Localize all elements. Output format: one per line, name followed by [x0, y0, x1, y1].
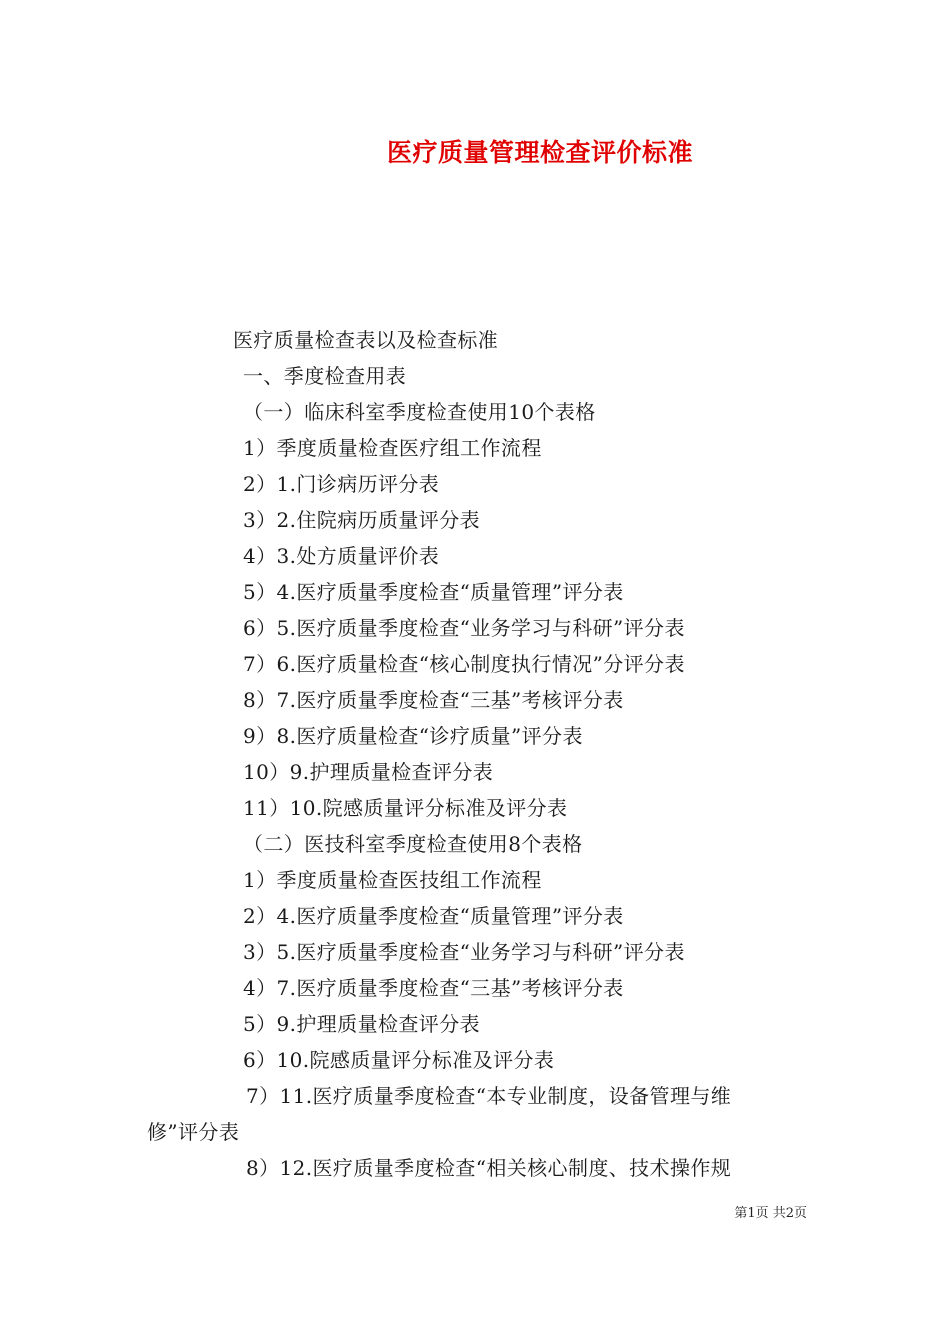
list-item: 9）8.医疗质量检查“诊疗质量”评分表 — [243, 724, 583, 748]
body-heading: 医疗质量检查表以及检查标准 — [233, 328, 499, 352]
subsection-heading: （二）医技科室季度检查使用8个表格 — [243, 832, 583, 856]
subsection-heading: （一）临床科室季度检查使用10个表格 — [243, 400, 596, 424]
list-item: 3）2.住院病历质量评分表 — [243, 508, 481, 532]
list-item-continuation: 修”评分表 — [147, 1120, 240, 1144]
list-item: 4）7.医疗质量季度检查“三基”考核评分表 — [243, 976, 624, 1000]
list-item: 7）11.医疗质量季度检查“本专业制度，设备管理与维 — [246, 1084, 732, 1108]
section-heading: 一、季度检查用表 — [243, 364, 407, 388]
list-item: 3）5.医疗质量季度检查“业务学习与科研”评分表 — [243, 940, 685, 964]
list-item: 6）5.医疗质量季度检查“业务学习与科研”评分表 — [243, 616, 685, 640]
list-item: 6）10.院感质量评分标准及评分表 — [243, 1048, 555, 1072]
list-item: 10）9.护理质量检查评分表 — [243, 760, 494, 784]
list-item: 4）3.处方质量评价表 — [243, 544, 440, 568]
list-item: 7）6.医疗质量检查“核心制度执行情况”分评分表 — [243, 652, 685, 676]
list-item: 8）12.医疗质量季度检查“相关核心制度、技术操作规 — [246, 1156, 732, 1180]
list-item: 1）季度质量检查医技组工作流程 — [243, 868, 542, 892]
document-body — [0, 322, 950, 1186]
list-item: 8）7.医疗质量季度检查“三基”考核评分表 — [243, 688, 624, 712]
list-item: 5）9.护理质量检查评分表 — [243, 1012, 481, 1036]
list-item: 1）季度质量检查医疗组工作流程 — [243, 436, 542, 460]
list-item: 5）4.医疗质量季度检查“质量管理”评分表 — [243, 580, 624, 604]
document-title: 医疗质量管理检查评价标准 — [386, 138, 693, 167]
page-footer: 第1页 共2页 — [734, 1206, 807, 1221]
list-item: 11）10.院感质量评分标准及评分表 — [243, 796, 568, 820]
list-item: 2）4.医疗质量季度检查“质量管理”评分表 — [243, 904, 624, 928]
list-item: 2）1.门诊病历评分表 — [243, 472, 440, 496]
